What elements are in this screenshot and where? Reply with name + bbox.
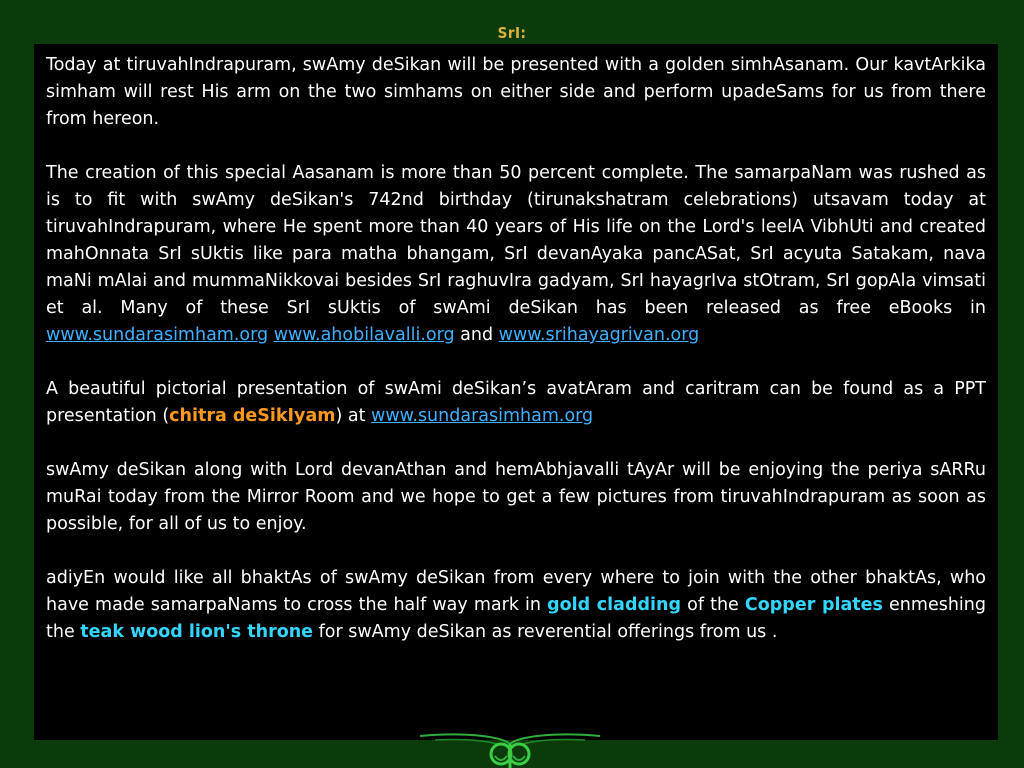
highlight-teak-wood-throne: teak wood lion's throne	[80, 622, 314, 642]
page-header: SrI:	[497, 24, 527, 42]
paragraph-5-text-4: for swAmy deSikan as reverential offerings from us .	[313, 622, 778, 642]
paragraph-3	[46, 376, 986, 430]
paragraph-5	[46, 565, 986, 646]
link-sundarasimham[interactable]: www.sundarasimham.org	[46, 325, 269, 345]
paragraph-5-text-2: of the	[681, 595, 745, 615]
link-ahobilavalli[interactable]: www.ahobilavalli.org	[273, 325, 455, 345]
highlight-gold-cladding: gold cladding	[547, 595, 682, 615]
paragraph-2-text: The creation of this special Aasanam is more than 50 percent complete. The samarpaNam was rushed as is to fit with swAmy deSikan's 742nd birthday (tirunakshatram celebrations) utsavam today at tiruvahIndrapuram, where He spent more than 40 years of His life on the Lord's leelA VibhUti and created mahOnnata SrI sUktis like para matha bhangam, SrI devanAyaka pancASat, SrI acyuta Satakam, nava maNi mAlai and mummaNikkovai besides SrI raghuvIra gadyam, SrI hayagrIva stOtram, SrI gopAla vimsati et al. Many of these SrI sUktis of swAmi deSikan has been released as free eBooks in	[46, 163, 986, 318]
green-ornament-icon	[415, 730, 605, 768]
paragraph-2-and: and	[454, 325, 499, 345]
highlight-chitra-desikiyam: chitra deSikIyam	[169, 406, 336, 426]
paragraph-3-text: A beautiful pictorial presentation of swAmi deSikan’s avatAram and caritram can be found as a PPT presentation (	[46, 379, 986, 426]
paragraph-1: Today at tiruvahIndrapuram, swAmy deSikan will be presented with a golden simhAsanam. Our kavtArkika simham will rest His arm on the two simhams on either side and perform upadeSams for us from there from hereon.	[46, 55, 986, 129]
highlight-copper-plates: Copper plates	[744, 595, 883, 615]
link-srihayagrivan[interactable]: www.srihayagrivan.org	[498, 325, 700, 345]
paragraph-5-text-3: enmeshing the	[46, 595, 986, 642]
paragraph-2	[46, 160, 986, 349]
paragraph-3-text-2: ) at	[335, 406, 372, 426]
content-panel	[34, 44, 998, 740]
link-sundarasimham-2[interactable]: www.sundarasimham.org	[371, 406, 594, 426]
paragraph-4: swAmy deSikan along with Lord devanAthan and hemAbhjavalli tAyAr will be enjoying the periya sARRu muRai today from the Mirror Room and we hope to get a few pictures from tiruvahIndrapuram as soon as possible, for all of us to enjoy.	[46, 460, 986, 534]
paragraph-5-text: adiyEn would like all bhaktAs of swAmy deSikan from every where to join with the other bhaktAs, who have made samarpaNams to cross the half way mark in	[46, 568, 986, 615]
